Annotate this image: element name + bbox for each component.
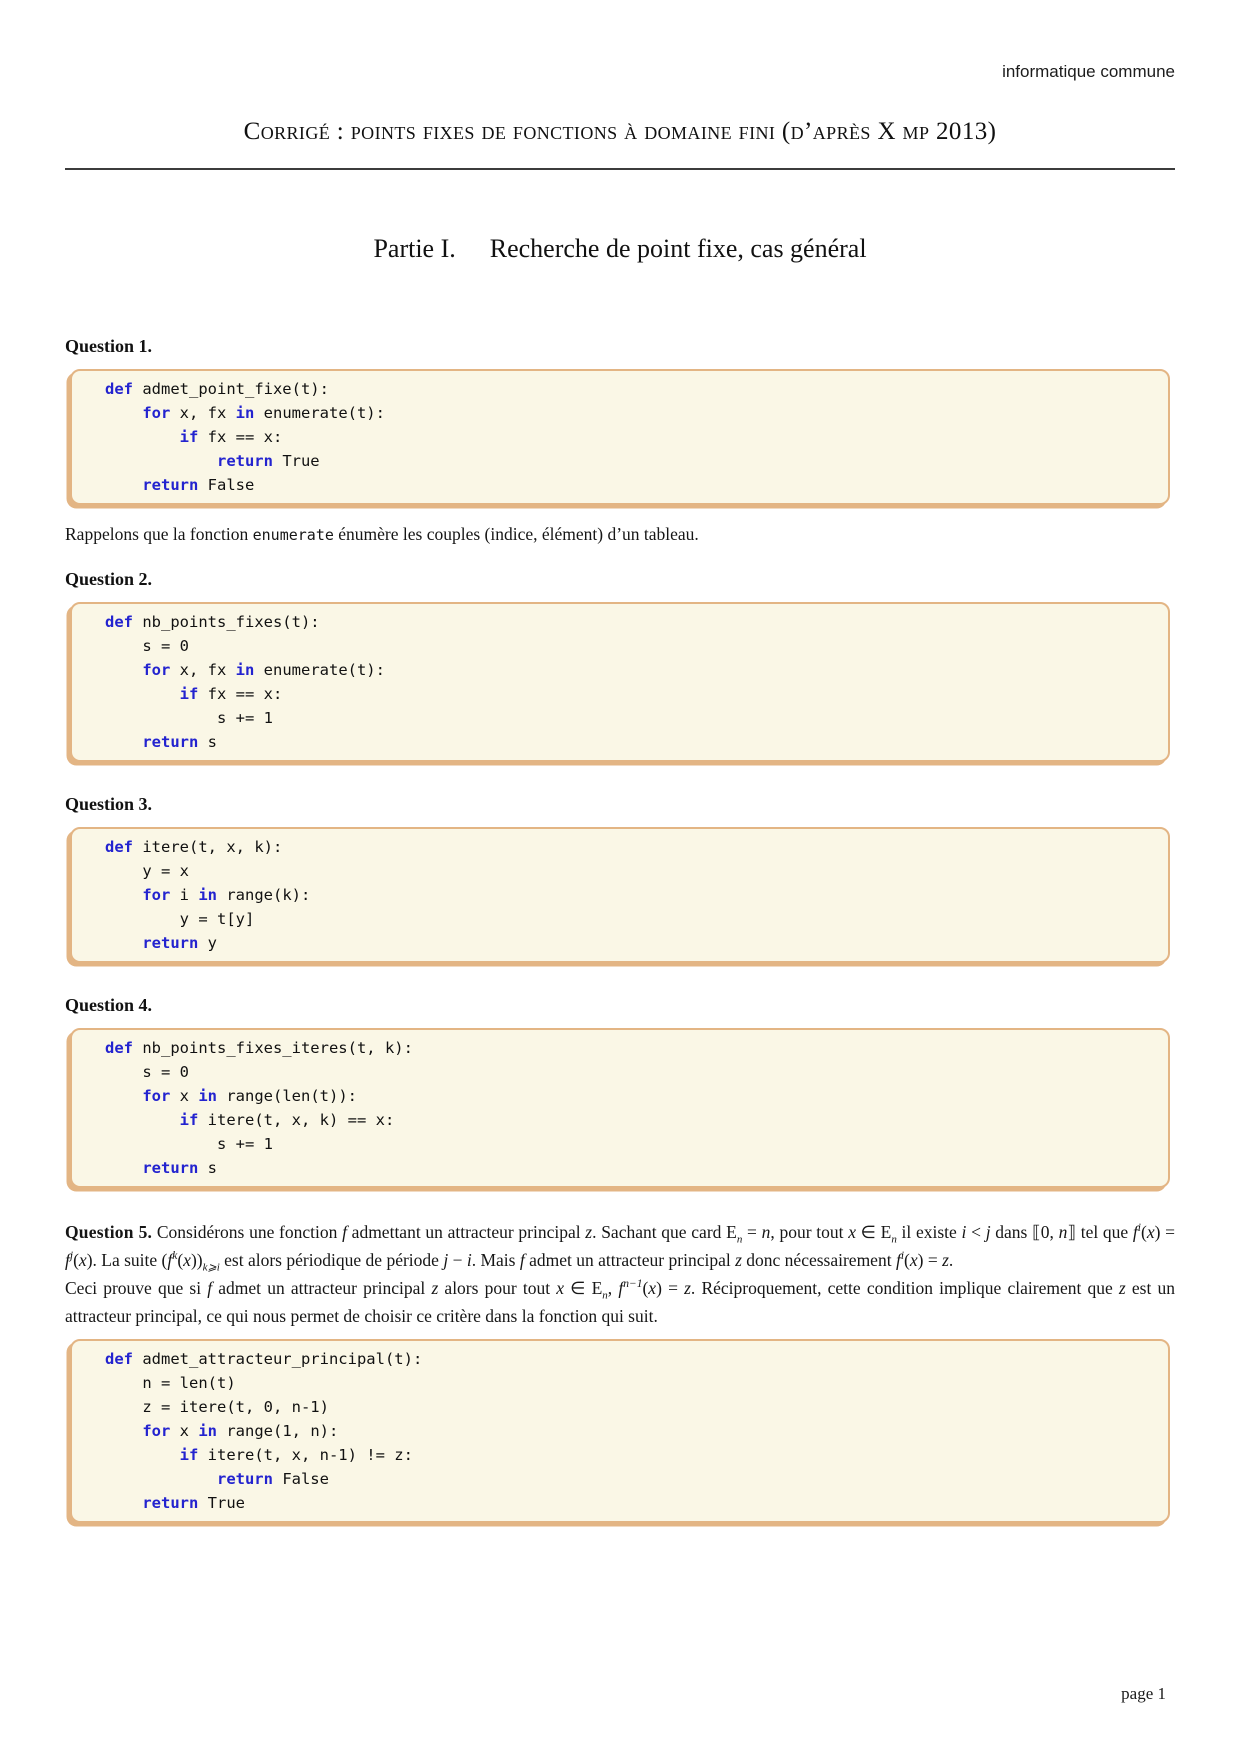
page-number: page 1: [1121, 1684, 1166, 1703]
code-line: def admet_attracteur_principal(t):: [105, 1350, 423, 1368]
code-line: s += 1: [105, 1135, 273, 1153]
code-line: for x in range(1, n):: [142, 1422, 339, 1440]
code-line: if fx == x:: [179, 428, 283, 446]
code-line: s += 1: [105, 709, 273, 727]
title-rule: [65, 168, 1175, 170]
code-line: return y: [142, 934, 217, 952]
header-right-text: informatique commune: [1002, 62, 1175, 81]
question-3-heading: Question 3.: [65, 794, 153, 814]
code-line: if fx == x:: [179, 685, 283, 703]
code-line: if itere(t, x, k) == x:: [179, 1111, 395, 1129]
code-line: z = itere(t, 0, n-1): [105, 1398, 329, 1416]
code-block-q4: [70, 1028, 1170, 1188]
question-4-heading: Question 4.: [65, 995, 153, 1015]
page-header: [65, 62, 1175, 82]
question-5-paragraph: Question 5. Considérons une fonction f admettant un attracteur principal z. Sachant que card $E_n = n$, pour tout x ∈ $E_n$ il existe i < j dans ⟦0, n⟧ tel que $f^i(x) = f^j(x)$. La suite $(f^k(x))_{k⩾i}$ est alors périodique de période j − i. Mais f admet un attracteur principal z donc nécessairement $f^i(x) = z$.: [65, 1222, 1176, 1274]
code-line: s = 0: [105, 637, 189, 655]
question-5-paragraph-continued: Ceci prouve que si f admet un attracteur principal z alors pour tout x ∈ $E_n$, $f^{n-1}(x) = z$. Réciproquement, cette condition implique clairement que z est un attracteur principal, ce qui nous permet de choisir ce critère dans la fonction qui suit.: [65, 1278, 1175, 1326]
code-line: def itere(t, x, k):: [105, 838, 283, 856]
code-line: for i in range(k):: [142, 886, 311, 904]
code-line: n = len(t): [105, 1374, 236, 1392]
question-1-heading: Question 1.: [65, 336, 153, 356]
code-line: for x, fx in enumerate(t):: [142, 661, 385, 679]
code-line: s = 0: [105, 1063, 189, 1081]
code-line: y = t[y]: [105, 910, 255, 928]
code-line: for x, fx in enumerate(t):: [142, 404, 385, 422]
part-label: Partie I.: [373, 234, 456, 263]
code-block-q3: [70, 827, 1170, 963]
document-title: Corrigé : points fixes de fonctions à domaine fini (d’après X mp 2013): [243, 118, 997, 145]
question-2-heading: Question 2.: [65, 569, 153, 589]
code-line: return True: [216, 452, 320, 470]
code-line: return s: [142, 733, 217, 751]
code-line: def nb_points_fixes_iteres(t, k):: [105, 1039, 413, 1057]
code-line: return True: [142, 1494, 245, 1512]
code-line: return False: [142, 476, 255, 494]
enumerate-note: Rappelons que la fonction enumerate énumère les couples (indice, élément) d’un tableau.: [65, 524, 699, 544]
code-block-q5: [70, 1339, 1170, 1523]
code-block-q1: [70, 369, 1170, 505]
code-line: def nb_points_fixes(t):: [105, 613, 320, 631]
code-line: y = x: [105, 862, 189, 880]
code-line: for x in range(len(t)):: [142, 1087, 357, 1105]
part-heading: [65, 234, 1175, 264]
code-line: if itere(t, x, n-1) != z:: [179, 1446, 413, 1464]
part-title: Recherche de point fixe, cas général: [489, 234, 867, 263]
code-line: def admet_point_fixe(t):: [105, 380, 329, 398]
code-block-q2: [70, 602, 1170, 762]
code-line: return False: [216, 1470, 329, 1488]
code-line: return s: [142, 1159, 217, 1177]
